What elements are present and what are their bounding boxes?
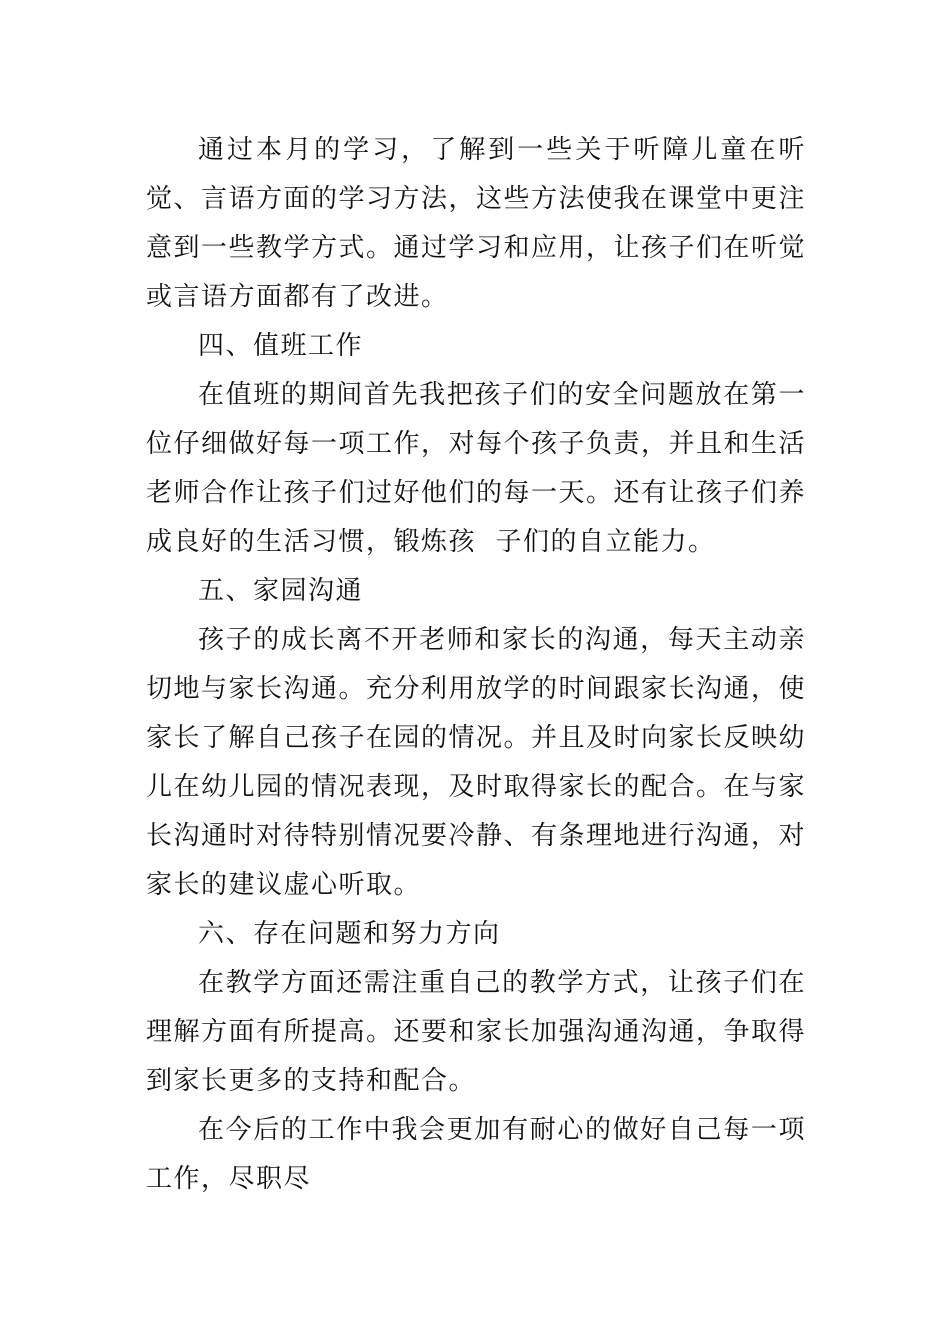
paragraph-future-work: 在今后的工作中我会更加有耐心的做好自己每一项工作，尽职尽 bbox=[146, 1115, 806, 1194]
paragraph-home-school-communication: 孩子的成长离不开老师和家长的沟通，每天主动亲切地与家长沟通。充分利用放学的时间跟家长沟通，使家长了解自己孩子在园的情况。并且及时向家长反映幼儿在幼儿园的情况表现，及时取得家长的配合。在与家长沟通时对待特别情况要冷静、有条理地进行沟通，对家长的建议虚心听取。 bbox=[146, 625, 807, 900]
section-heading-home-school-communication: 五、家园沟通 bbox=[198, 576, 364, 606]
paragraph-duty-work: 在值班的期间首先我把孩子们的安全问题放在第一位仔细做好每一项工作，对每个孩子负责，并且和生活老师合作让孩子们过好他们的每一天。还有让孩子们养成良好的生活习惯，锻炼孩 子们的自立能力。 bbox=[146, 380, 807, 557]
paragraph-problems-and-direction: 在教学方面还需注重自己的教学方式，让孩子们在理解方面有所提高。还要和家长加强沟通沟通，争取得到家长更多的支持和配合。 bbox=[146, 968, 807, 1096]
section-heading-problems-and-direction: 六、存在问题和努力方向 bbox=[198, 919, 501, 949]
paragraph-learning-summary: 通过本月的学习，了解到一些关于听障儿童在听觉、言语方面的学习方法，这些方法使我在课堂中更注意到一些教学方式。通过学习和应用，让孩子们在听觉或言语方面都有了改进。 bbox=[146, 135, 807, 312]
document-body bbox=[146, 126, 806, 1204]
section-heading-duty-work: 四、值班工作 bbox=[198, 331, 364, 361]
